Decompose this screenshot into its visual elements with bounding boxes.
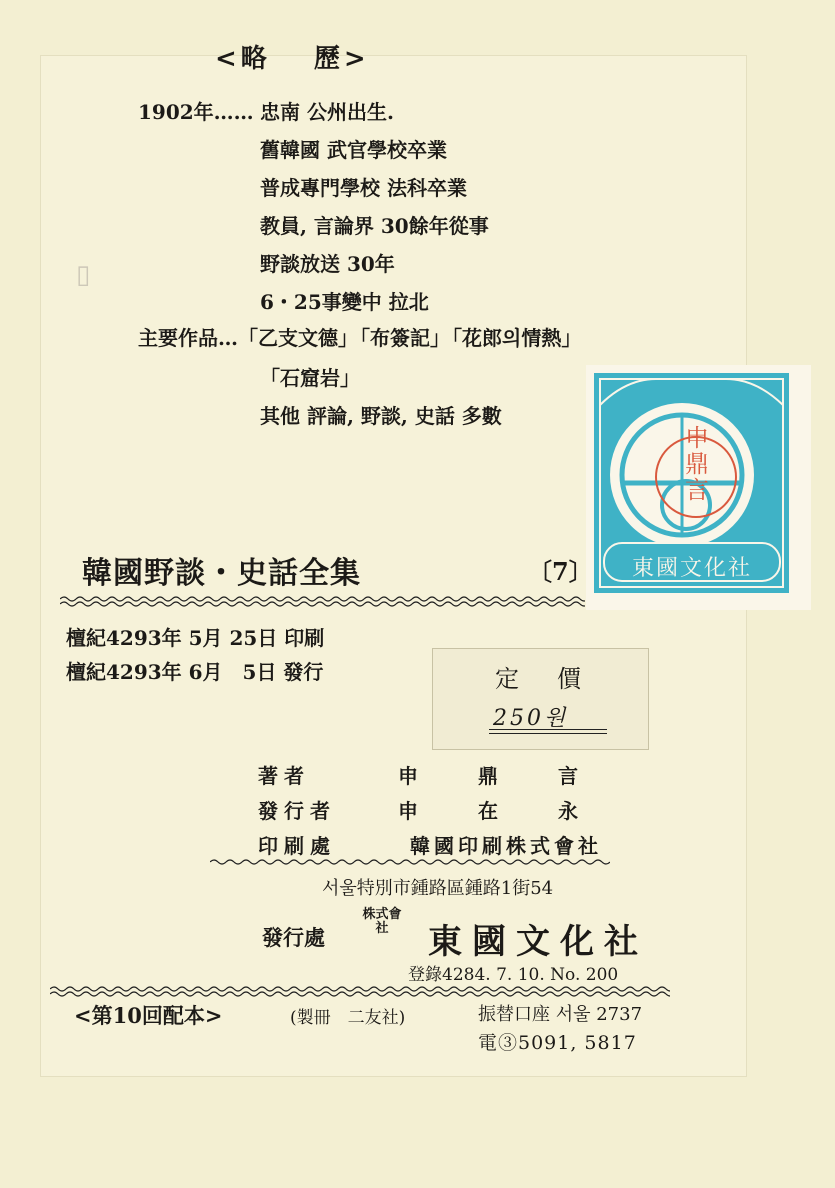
biography-title: <略 歷>: [215, 44, 370, 74]
publisher-stamp: [586, 365, 811, 610]
price-value: 250원: [493, 706, 569, 731]
binder-info: (製冊 二友社): [290, 1008, 406, 1028]
edition-number: <第10回配本>: [74, 1003, 223, 1028]
bio-line-4: 教員, 言論界 30餘年從事: [260, 214, 489, 238]
publisher-address: 서울特別市鍾路區鍾路1街54: [322, 878, 554, 899]
phone-numbers: 電③5091, 5817: [478, 1032, 637, 1054]
wavy-divider-top: [60, 594, 585, 608]
work-title-1: 「乙支文德」: [238, 326, 358, 350]
work-title-4: 「石窟岩」: [260, 366, 360, 390]
bio-line-2: 舊韓國 武官學校卒業: [260, 138, 447, 162]
birth-year-label: 1902年……: [138, 100, 254, 124]
author-label: 著者: [258, 764, 310, 788]
wavy-divider-middle: [210, 856, 610, 870]
transfer-account: 振替口座 서울 2737: [478, 1004, 643, 1025]
publisher-label: 發行處: [262, 925, 325, 950]
work-title-2: 「布簽記」: [360, 326, 450, 350]
bio-line-1: 忠南 公州出生.: [260, 100, 394, 124]
work-title-3: 「花郎의情熱」: [452, 326, 582, 350]
author-seal-text: 申鼎言: [685, 424, 709, 504]
price-box: [432, 648, 649, 750]
series-title: 韓國野談・史話全集: [82, 556, 361, 591]
bleed-through-decoration: ▯: [76, 260, 91, 290]
bio-line-3: 普成專門學校 法科卒業: [260, 176, 467, 200]
printer-name: 韓國印刷株式會社: [410, 834, 602, 858]
stamp-banner-text: 東國文化社: [632, 556, 753, 581]
price-label: 定價: [495, 665, 619, 693]
author-name: 申 鼎 言: [398, 764, 578, 788]
publisher-person-name: 申 在 永: [398, 799, 578, 823]
publisher-name: 東國文化社: [428, 922, 648, 962]
print-date: 檀紀4293年 5月 25日 印刷: [66, 626, 325, 650]
registration-number: 登錄4284. 7. 10. No. 200: [408, 965, 619, 985]
wavy-divider-bottom: [50, 984, 670, 998]
major-works-line: [138, 322, 583, 351]
company-type: 株式會社: [362, 907, 402, 936]
printer-label: 印刷處: [258, 834, 336, 858]
publish-date: 檀紀4293年 6月 5日 發行: [66, 660, 324, 684]
price-underline: [489, 729, 607, 734]
volume-number: 〔7〕: [528, 557, 593, 586]
major-works-label: 主要作品…: [138, 326, 238, 350]
bio-line-5: 野談放送 30年: [260, 252, 395, 276]
other-works-line: 其他 評論, 野談, 史話 多數: [260, 404, 502, 428]
publisher-person-label: 發行者: [258, 799, 336, 823]
bio-line-6: 6・25事變中 拉北: [260, 290, 429, 314]
